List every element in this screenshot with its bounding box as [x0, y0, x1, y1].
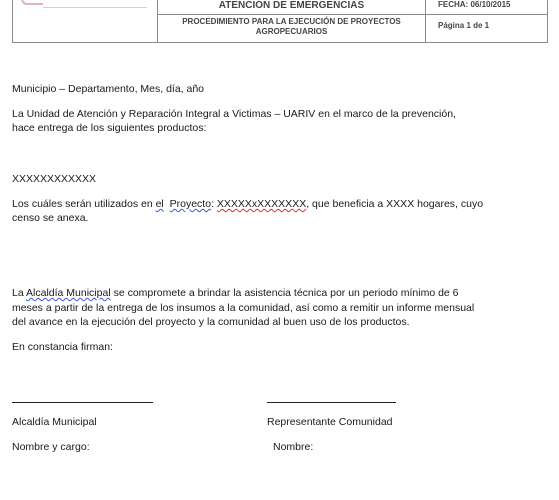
- document-header: [12, 0, 548, 43]
- place-date: Municipio – Departamento, Mes, día, año: [12, 83, 205, 95]
- commit-line-1: [12, 286, 492, 300]
- intro-line-1: La Unidad de Atención y Reparación Integral a Victimas – UARIV en el marco de la prevención,: [12, 108, 456, 120]
- org-title: ATENCIÓN DE EMERGENCIAS: [158, 0, 425, 15]
- right-signer-name: Nombre:: [273, 441, 314, 453]
- commit-entity: Alcaldía Municipal: [26, 287, 111, 299]
- logo-cell: [13, 0, 158, 42]
- left-signer-title: Alcaldía Municipal: [12, 416, 97, 428]
- witness-line: En constancia firman:: [12, 341, 113, 353]
- left-signature-line: [12, 402, 153, 403]
- use-project-word: Proyecto: [169, 198, 212, 210]
- use-text-pre: Los cuáles serán utilizados en: [12, 198, 156, 210]
- right-signer-title: Representante Comunidad: [267, 416, 393, 428]
- right-signature-line: [267, 402, 396, 403]
- page-number: Página 1 de 1: [438, 21, 490, 30]
- products-list: XXXXXXXXXXXX: [12, 173, 97, 185]
- commit-line-1-post: se compromete a brindar la asistencia técnica por un periodo mínimo de 6: [110, 287, 459, 299]
- date-row: [426, 0, 547, 15]
- doc-date: FECHA: 06/10/2015: [438, 0, 511, 9]
- title-cell: [158, 0, 426, 42]
- commit-pre: La: [12, 287, 27, 299]
- left-signer-name: Nombre y cargo:: [12, 441, 90, 453]
- logo-icon: [21, 0, 43, 5]
- use-line-1: [12, 197, 492, 211]
- use-colon: :: [211, 198, 217, 210]
- commit-line-2: meses a partir de la entrega de los insumos a la comunidad, así como a remitir un informe mensual: [12, 302, 475, 314]
- project-code: XXXXXxXXXXXXX: [216, 198, 307, 210]
- intro-line-2: hace entrega de los siguientes productos:: [12, 122, 207, 134]
- use-article: el: [155, 198, 164, 210]
- doc-title: PROCEDIMIENTO PARA LA EJECUCIÓN DE PROYECTOS AGROPECUARIOS: [182, 17, 401, 36]
- logo-divider: [43, 7, 147, 8]
- use-text-post: , que beneficia a XXXX hogares, cuyo: [306, 198, 484, 210]
- meta-cell: [426, 0, 547, 42]
- commit-line-3: del avance en la ejecución del proyecto y la comunidad al buen uso de los productos.: [12, 316, 410, 328]
- use-line-2: censo se anexa.: [12, 212, 89, 224]
